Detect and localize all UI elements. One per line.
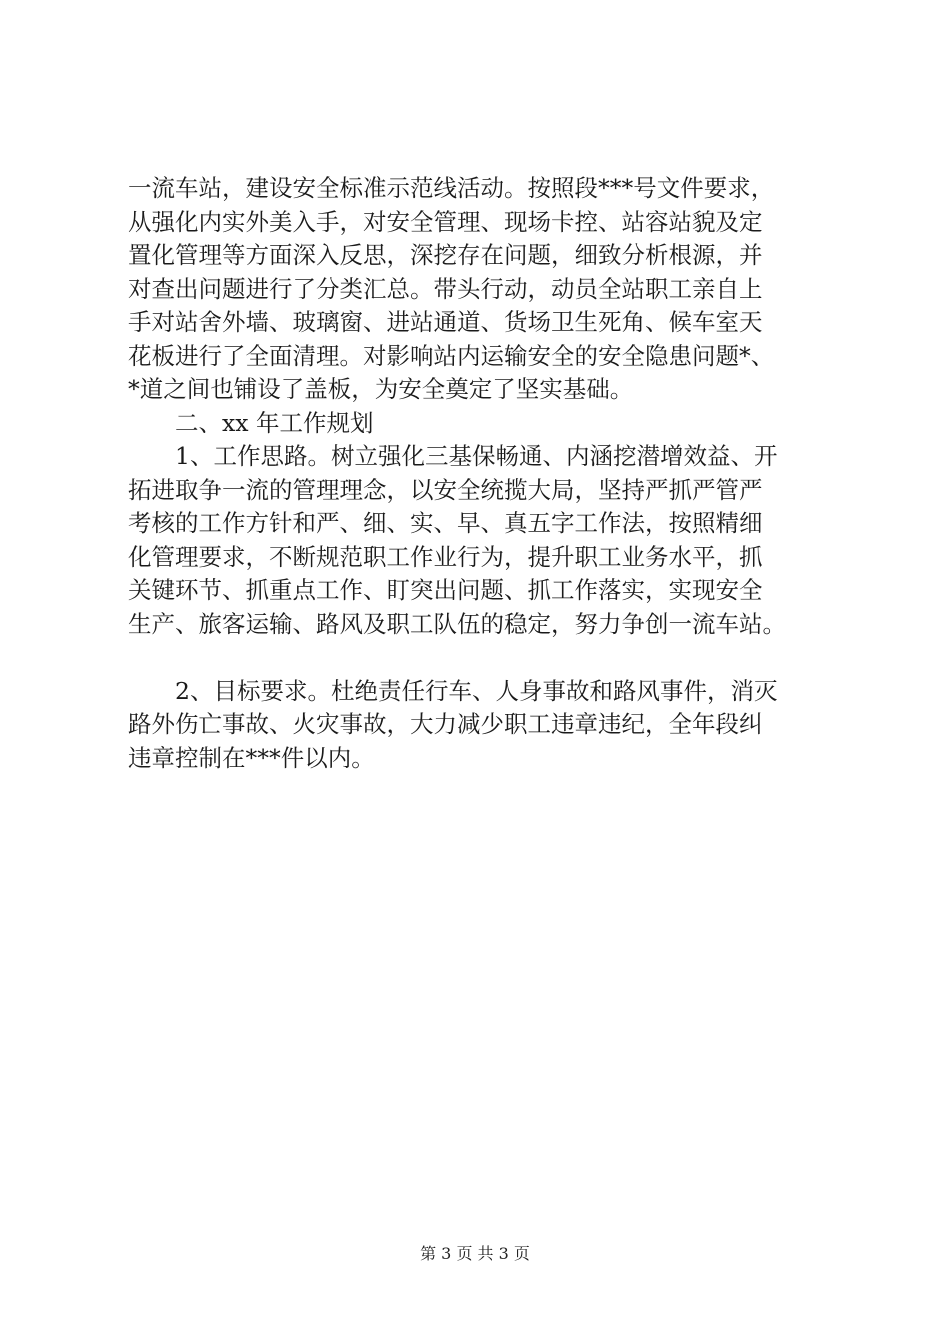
paragraph-line: *道之间也铺设了盖板，为安全奠定了坚实基础。 [128, 375, 634, 403]
paragraph-line: 违章控制在***件以内。 [128, 743, 375, 772]
paragraph-line: 化管理要求，不断规范职工作业行为，提升职工业务水平，抓 [128, 542, 763, 571]
document-body [128, 172, 828, 775]
paragraph-line: 手对站舍外墙、玻璃窗、进站通道、货场卫生死角、候车室天 [128, 308, 763, 336]
paragraph-line: 置化管理等方面深入反思，深挖存在问题，细致分析根源，并 [128, 241, 763, 269]
paragraph-line: 1、工作思路。树立强化三基保畅通、内涵挖潜增效益、开 [175, 442, 778, 470]
paragraph-line: 对查出问题进行了分类汇总。带头行动，动员全站职工亲自上 [128, 274, 763, 303]
paragraph-line: 从强化内实外美入手，对安全管理、现场卡控、站容站貌及定 [128, 207, 763, 236]
paragraph-line: 考核的工作方针和严、细、实、早、真五字工作法，按照精细 [128, 509, 763, 537]
paragraph-line: 拓进取争一流的管理理念，以安全统揽大局，坚持严抓严管严 [128, 475, 763, 504]
section-heading: 二、xx 年工作规划 [175, 408, 374, 437]
paragraph-line: 路外伤亡事故、火灾事故，大力减少职工违章违纪，全年段纠 [128, 710, 763, 738]
paragraph-line: 生产、旅客运输、路风及职工队伍的稳定，努力争创一流车站。 [128, 609, 786, 638]
paragraph-line: 一流车站，建设安全标准示范线活动。按照段***号文件要求， [128, 174, 775, 202]
page-number-footer: 第 3 页 共 3 页 [420, 1244, 530, 1263]
paragraph-spacer [128, 641, 828, 675]
paragraph-line: 2、目标要求。杜绝责任行车、人身事故和路风事件，消灭 [175, 676, 778, 705]
paragraph-line: 关键环节、抓重点工作、盯突出问题、抓工作落实，实现安全 [128, 576, 763, 604]
paragraph-line: 花板进行了全面清理。对影响站内运输安全的安全隐患问题*、 [128, 341, 775, 370]
